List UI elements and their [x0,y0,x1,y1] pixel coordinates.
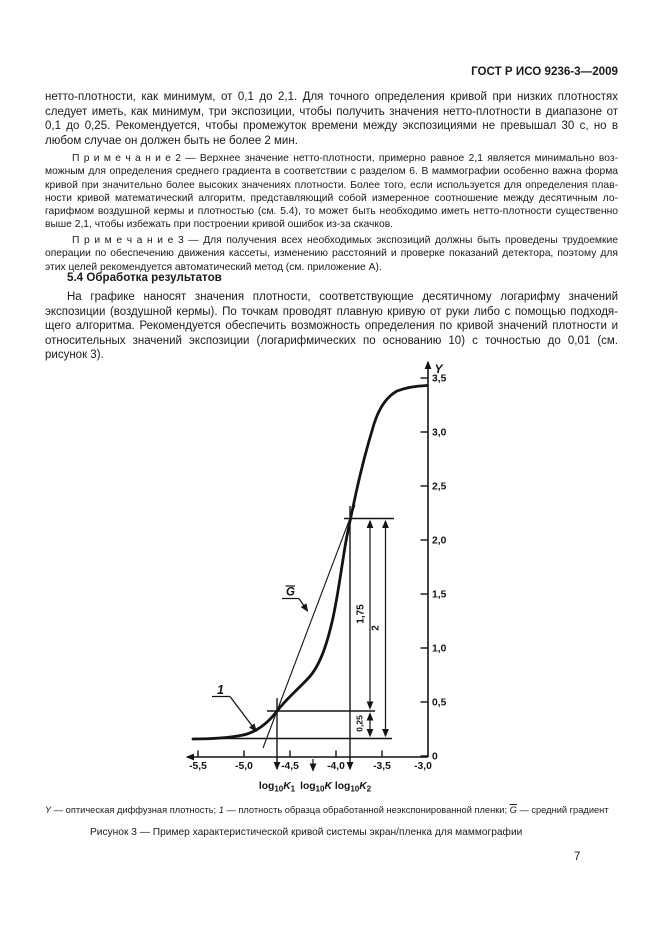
page-number: 7 [574,851,581,863]
y-tick-label: 0 [432,751,438,763]
x-tick-label: -4,5 [281,761,299,772]
paragraph-net-density: нетто-плотности, как минимум, от 0,1 до 2,1. Для точного определения кривой при низких плотностях следует иметь, как минимум, три экспозиции, чтобы получить значения нетто-плотности в диапазоне от 0,1 до 0,25. Рекомендуется, чтобы промежуток времени между экспозициями не превышал 30 с, но в любом случае он должен быть не более 2 мин. [45,91,618,147]
log-k2-label: $\log_{10}K_2$ [334,781,372,794]
fog-point-callout [212,683,256,731]
span-label-1-75: 1,75 [355,604,367,624]
figure-3-characteristic-curve [170,350,470,800]
legend-symbol-1: 1 [218,805,224,815]
y-tick-label: 3,5 [432,373,447,385]
characteristic-curve [193,386,427,740]
x-tick-label: -3,0 [414,761,432,772]
legend-text: — средний градиент [516,805,609,815]
gradient-callout [282,586,308,611]
x-tick-label: -4,0 [327,761,345,772]
y-axis-label: Y [434,362,443,376]
legend-text: — оптическая диффузная плотность; [51,805,219,815]
log-k1-label: $\log_{10}K_1$ [258,781,296,794]
y-tick-label: 2,5 [432,481,447,493]
log-k-label: $\log_{10}K$ [300,781,332,794]
y-tick-label: 3,0 [432,427,447,439]
note-2: П р и м е ч а н и е 2 — Верхнее значение нетто-плотности, примерно равное 2,1 является минимально возможным для определения среднего градиента в соответствии с разделом 6. В маммографии особенно важна форма кривой при значительно более высоких значениях плотности. Более того, если используется для определения плавности кривой математический алгоритм, представляющий собой измеренное соотношение между десятичным логарифмом воздушной кермы и плотностью (см. 5.4), то может быть необходимо иметь нетто-плотности существенно выше 2,1, чтобы избежать при построении кривой ошибок из-за скачков. [45,153,618,231]
span-label-2: 2 [370,625,382,631]
y-tick-label: 1,0 [432,643,447,655]
doc-code-header: ГОСТ Р ИСО 9236-3—2009 [471,65,618,78]
paragraph-processing: На графике наносят значения плотности, соответствующие десятичному логарифму значений экспозиции (воздушной кермы). По точкам проводят плавную кривую от руки либо с помощью подходящего алгоритма. Рекомендуется обеспечить возможность определения по кривой значений плотности и относительных значений экспозиции (логарифмических по основанию 10) с точностью до 0,01 (см. рисунок 3). [45,291,618,362]
exposure-axis-labels [259,781,372,794]
y-tick-label: 2,0 [432,535,447,547]
x-tick-label: -5,5 [189,761,207,772]
fog-point-label: 1 [217,683,224,697]
legend-symbol-y: Y [45,805,52,815]
figure-legend [45,804,625,816]
legend-symbol-g: $\overline{G}$ [509,805,517,815]
y-axis [421,362,447,763]
y-tick-label: 1,5 [432,589,447,601]
characteristic-curve-chart [170,350,470,800]
legend-text: — плотность образца обработанной неэкспонированной пленки; [223,805,510,815]
span-label-0-25: 0,25 [354,715,365,732]
density-span-arrows [355,521,386,736]
x-tick-label: -3,5 [373,761,391,772]
note-3: П р и м е ч а н и е 3 — Для получения всех необходимых экспозиций должны быть проведены трудоемкие операции по обеспечению движения кассеты, изменению расстояний и проверке показаний детектора, поэтому для этих целей рекомендуется автоматический метод (см. приложение А). [45,235,618,273]
y-tick-label: 0,5 [432,697,447,709]
gradient-label: G [286,586,295,599]
section-heading: 5.4 Обработка результатов [67,271,222,284]
figure-caption: Рисунок 3 — Пример характеристической кривой системы экран/пленка для маммографии [90,827,523,838]
x-tick-label: -5,0 [235,761,253,772]
x-axis [187,751,432,773]
